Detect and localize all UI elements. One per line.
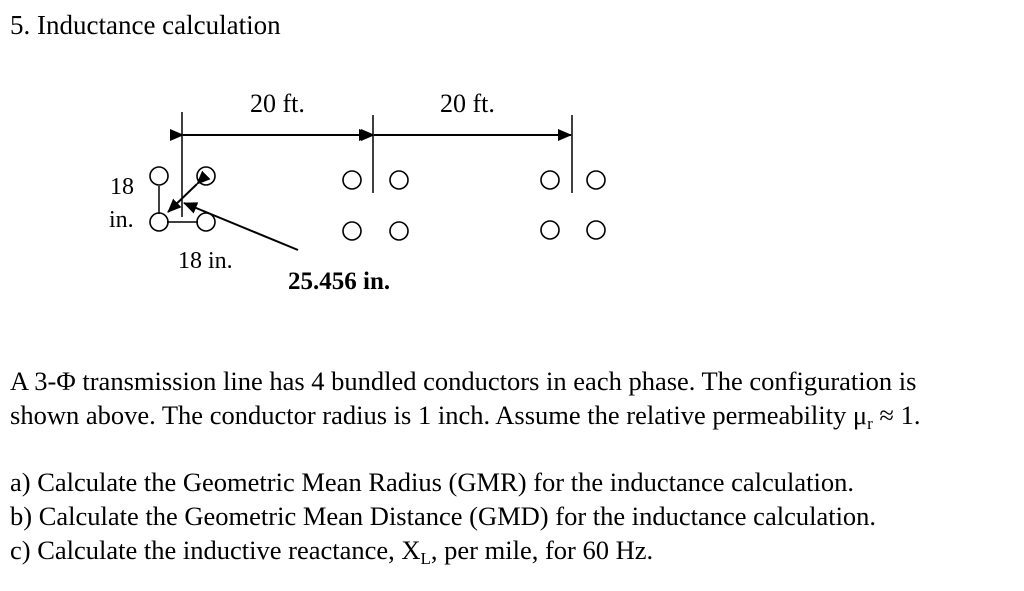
diagonal-distance-arrow xyxy=(184,203,298,250)
problem-description xyxy=(10,364,1020,441)
question-b: b) Calculate the Geometric Mean Distance (GMD) for the inductance calculation. xyxy=(10,501,877,531)
bundle-phase-c xyxy=(541,171,605,239)
conductor xyxy=(587,171,605,189)
conductor xyxy=(541,171,559,189)
spacing-label-1: 20 ft. xyxy=(250,89,305,118)
diagonal-distance-label: 25.456 in. xyxy=(288,268,391,295)
conductor xyxy=(150,213,168,231)
problem-title: 5. Inductance calculation xyxy=(10,10,281,40)
question-a: a) Calculate the Geometric Mean Radius (GMR) for the inductance calculation. xyxy=(10,467,855,497)
conductor xyxy=(390,171,408,189)
bundle-vertical-label: 18 xyxy=(110,174,134,200)
spacing-label-2: 20 ft. xyxy=(440,89,495,118)
bundle-horizontal-label: 18 in. xyxy=(178,248,233,274)
conductor xyxy=(390,222,408,240)
conductor xyxy=(343,171,361,189)
question-list xyxy=(10,465,876,576)
description-line-2: shown above. The conductor radius is 1 inch. Assume the relative permeability $\mu_r \approx 1$. xyxy=(10,400,921,433)
bundle-phase-b xyxy=(343,171,408,240)
conductor xyxy=(343,222,361,240)
conductor xyxy=(197,167,215,185)
description-line-1: A 3-Φ transmission line has 4 bundled conductors in each phase. The configuration is xyxy=(10,366,917,396)
conductor xyxy=(150,167,168,185)
bundle-vertical-label-unit: in. xyxy=(109,207,134,233)
conductor xyxy=(541,221,559,239)
question-c: c) Calculate the inductive reactance, $X_L$, per mile, for 60 Hz. xyxy=(10,535,654,568)
conductor xyxy=(587,221,605,239)
